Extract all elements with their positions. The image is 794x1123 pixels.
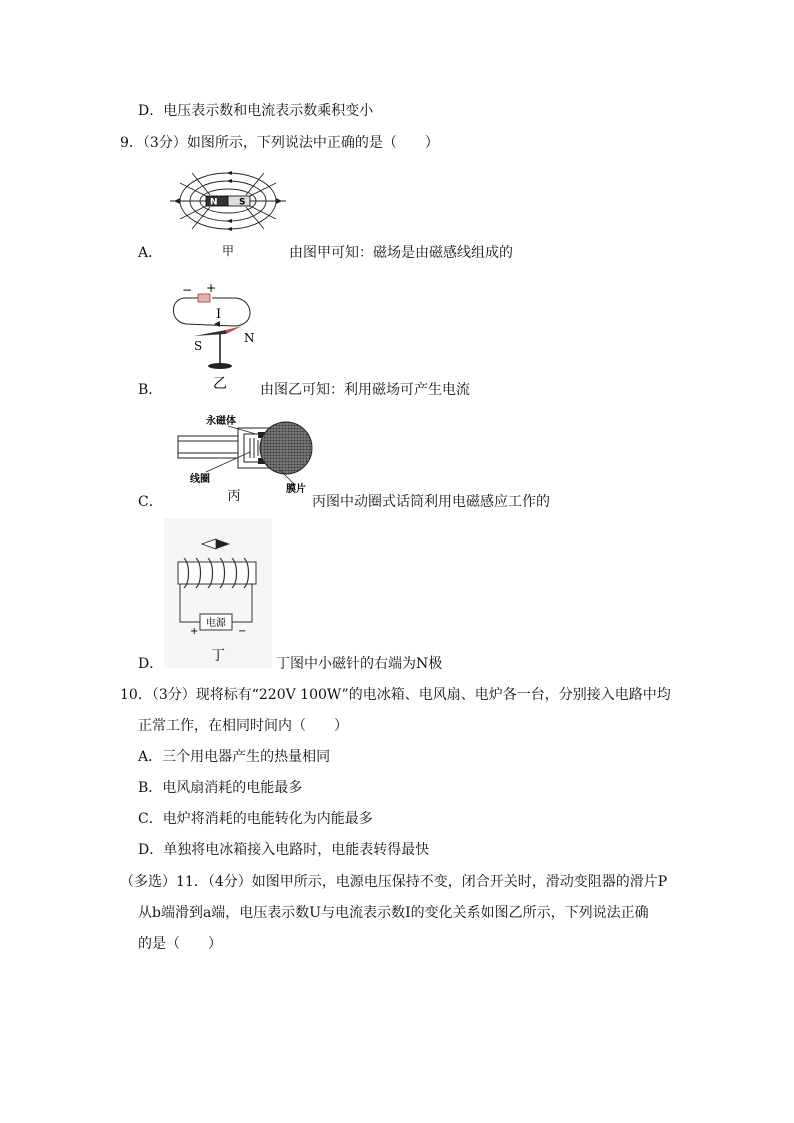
q8-option-d: D．电压表示数和电流表示数乘积变小 <box>138 103 374 119</box>
magnet-n-label: N <box>210 197 218 208</box>
q9-option-d-letter: D． <box>138 656 164 672</box>
power-plus-label: + <box>190 626 199 637</box>
q10-option-d: D．单独将电冰箱接入电路时，电能表转得最快 <box>138 842 430 858</box>
q10-stem-line1: 10．（3分）现将标有“220V 100W”的电冰箱、电风扇、电炉各一台，分别接入电路中均 <box>120 687 671 703</box>
q10-option-a: A．三个用电器产生的热量相同 <box>138 749 331 765</box>
q9-option-b-text: 由图乙可知：利用磁场可产生电流 <box>260 382 470 398</box>
q9-option-d-text: 丁图中小磁针的右端为N极 <box>276 656 443 672</box>
q9-option-b-letter: B． <box>138 382 163 398</box>
battery-minus-label: − <box>182 283 193 297</box>
power-minus-label: − <box>238 626 247 637</box>
q10-stem-line2: 正常工作，在相同时间内（ ） <box>138 718 348 734</box>
battery-plus-label: + <box>206 281 217 295</box>
needle-s-label: S <box>194 339 203 353</box>
figure-ding-solenoid <box>164 518 272 668</box>
q11-stem-line3: 的是（ ） <box>138 936 222 952</box>
q10-option-c: C．电炉将消耗的电能转化为内能最多 <box>138 811 373 827</box>
figure-jia-bar-magnet <box>168 163 288 259</box>
figure-bing-caption: 丙 <box>227 489 241 504</box>
label-diaphragm: 膜片 <box>286 484 306 495</box>
q9-stem: 9．（3分）如图所示，下列说法中正确的是（ ） <box>120 135 439 151</box>
current-i-label: I <box>216 307 222 322</box>
q9-option-a-text: 由图甲可知：磁场是由磁感线组成的 <box>289 245 513 261</box>
needle-n-label: N <box>244 331 255 345</box>
figure-jia-caption: 甲 <box>221 244 235 258</box>
q11-stem-line2: 从b端滑到a端，电压表示数U与电流表示数I的变化关系如图乙所示，下列说法正确 <box>138 905 649 921</box>
figure-bing-microphone <box>170 412 320 504</box>
q9-option-c-letter: C． <box>138 494 163 510</box>
q10-option-b: B．电风扇消耗的电能最多 <box>138 780 303 796</box>
q9-option-c-text: 丙图中动圈式话筒利用电磁感应工作的 <box>312 494 550 510</box>
figure-yi-caption: 乙 <box>213 376 227 392</box>
power-source-label: 电源 <box>206 618 226 629</box>
label-permanent-magnet: 永磁体 <box>206 416 236 427</box>
q11-stem-line1: （多选）11．（4分）如图甲所示，电源电压保持不变，闭合开关时，滑动变阻器的滑片P <box>120 874 668 890</box>
label-coil: 线圈 <box>190 474 210 485</box>
figure-yi-oersted <box>164 280 264 392</box>
figure-ding-caption: 丁 <box>211 648 225 664</box>
q9-option-a-letter: A． <box>138 245 163 261</box>
magnet-s-label: S <box>239 197 246 208</box>
